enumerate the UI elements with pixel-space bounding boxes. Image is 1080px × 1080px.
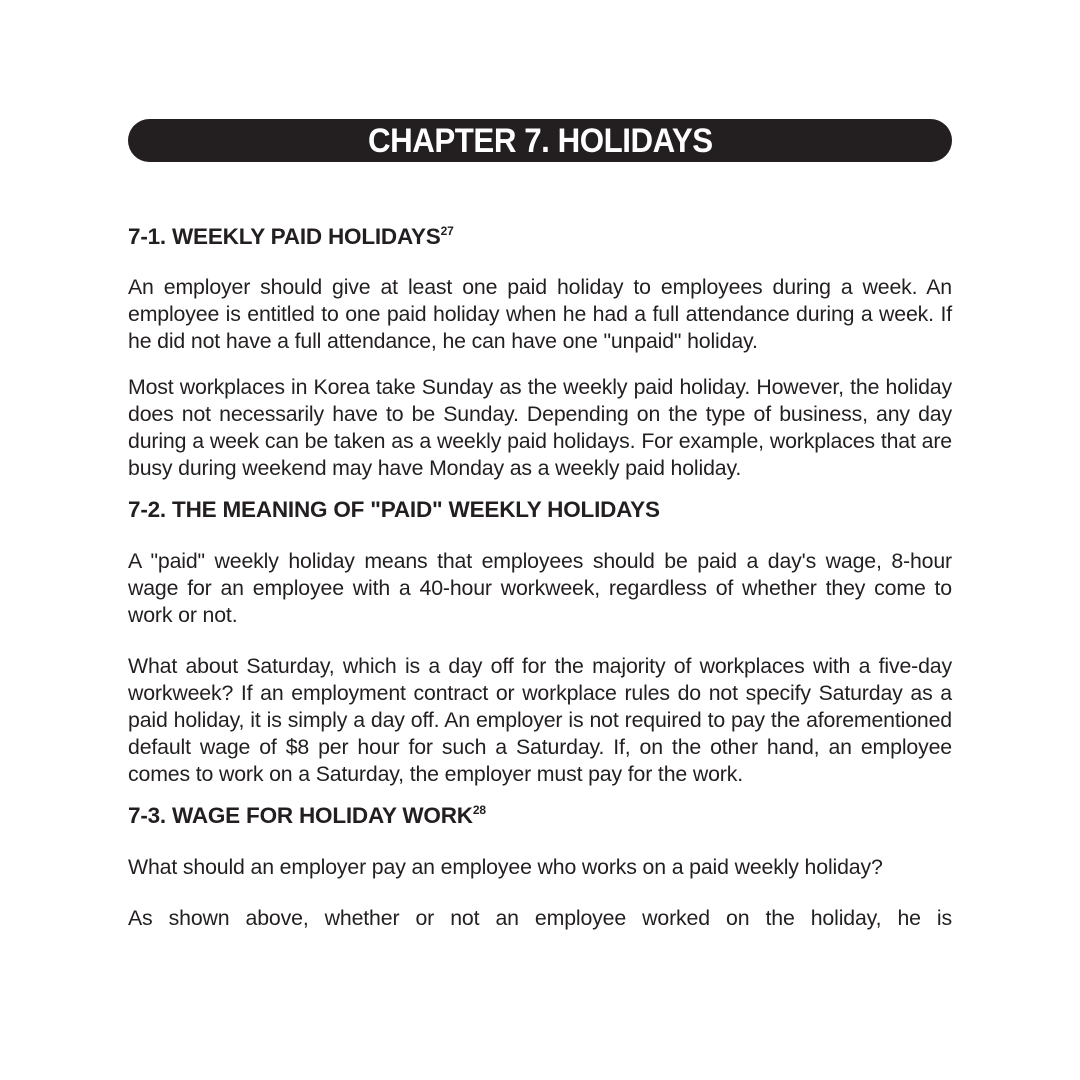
paragraph-continued: As shown above, whether or not an employee worked on the holiday, he is — [128, 906, 952, 930]
section-heading-7-2 — [128, 496, 952, 523]
footnote-marker[interactable]: 28 — [472, 802, 486, 817]
section-heading-7-1 — [128, 223, 952, 250]
paragraph: Most workplaces in Korea take Sunday as the weekly paid holiday. However, the holiday does not necessarily have to be Sunday. Depending on the type of business, any day during a week can be taken as a weekly paid holidays. For example, workplaces that are busy during weekend may have Monday as a weekly paid holiday. — [128, 375, 952, 480]
paragraph: A "paid" weekly holiday means that employees should be paid a day's wage, 8-hour wage for an employee with a 40-hour workweek, regardless of whether they come to work or not. — [128, 549, 952, 627]
document-page — [128, 119, 952, 932]
chapter-banner — [128, 119, 952, 162]
section-heading-7-3 — [128, 802, 952, 829]
chapter-title: CHAPTER 7. HOLIDAYS — [367, 121, 713, 160]
section-heading-text: 7-1. WEEKLY PAID HOLIDAYS — [128, 224, 441, 249]
section-heading-text: 7-2. THE MEANING OF "PAID" WEEKLY HOLIDAYS — [128, 497, 660, 522]
paragraph: What about Saturday, which is a day off for the majority of workplaces with a five-day workweek? If an employment contract or workplace rules do not specify Saturday as a paid holiday, it is simply a day off. An employer is not required to pay the aforementioned default wage of $8 per hour for such a Saturday. If, on the other hand, an employee comes to work on a Saturday, the employer must pay for the work. — [128, 654, 952, 786]
paragraph: An employer should give at least one paid holiday to employees during a week. An employee is entitled to one paid holiday when he had a full attendance during a week. If he did not have a full attendance, he can have one "unpaid" holiday. — [128, 275, 952, 353]
footnote-marker[interactable]: 27 — [440, 223, 454, 238]
section-heading-text: 7-3. WAGE FOR HOLIDAY WORK — [128, 803, 473, 828]
paragraph: What should an employer pay an employee who works on a paid weekly holiday? — [128, 855, 883, 879]
